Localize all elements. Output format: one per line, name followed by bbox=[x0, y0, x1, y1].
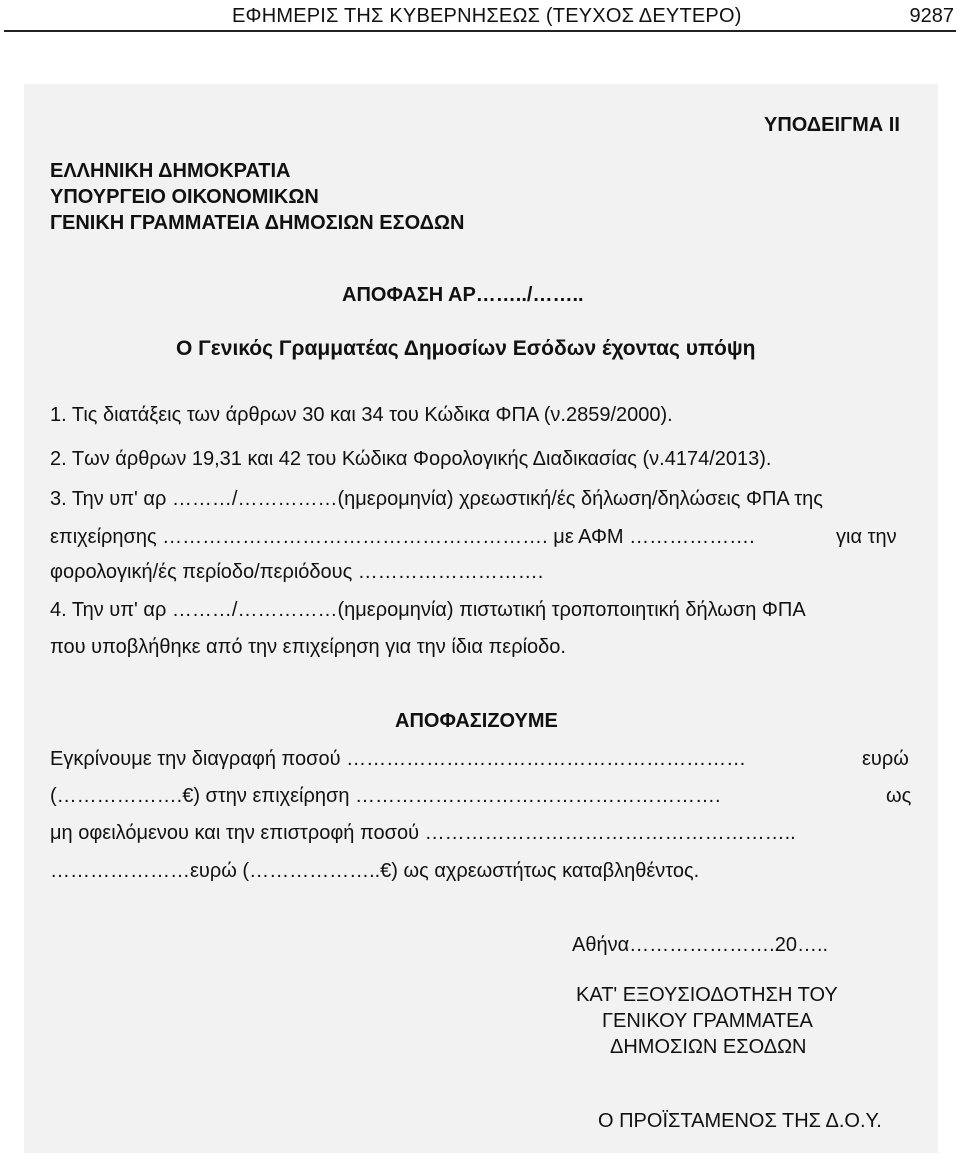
gazette-title: ΕΦΗΜΕΡΙΣ ΤΗΣ ΚΥΒΕΡΝΗΣΕΩΣ (ΤΕΥΧΟΣ ΔΕΥΤΕΡΟ) bbox=[232, 5, 742, 27]
decision-heading: ΑΠΟΦΑΣΙΖΟΥΜΕ bbox=[395, 710, 558, 732]
signature-line-2: ΓΕΝΙΚΟΥ ΓΡΑΜΜΑΤΕΑ bbox=[602, 1010, 813, 1032]
consideration-4-line-2: που υποβλήθηκε από την επιχείρηση για την ίδια περίοδο. bbox=[50, 636, 566, 658]
authority-line-2: ΥΠΟΥΡΓΕΙΟ ΟΙΚΟΝΟΜΙΚΩΝ bbox=[50, 186, 319, 208]
consideration-2: 2. Των άρθρων 19,31 και 42 του Κώδικα Φορολογικής Διαδικασίας (ν.4174/2013). bbox=[50, 448, 772, 470]
gazette-header bbox=[0, 0, 960, 34]
consideration-3-line-2: επιχείρησης …………………………………………………. με ΑΦΜ ………………. bbox=[50, 526, 755, 548]
consideration-3-line-2-end: για την bbox=[836, 526, 897, 548]
decision-line-2: (……………….€) στην επιχείρηση ………………………………………………. bbox=[50, 785, 721, 807]
page-number: 9287 bbox=[909, 5, 954, 27]
consideration-4-line-1: 4. Την υπ' αρ ………/……………(ημερομηνία) πιστωτική τροποποιητική δήλωση ΦΠΑ bbox=[50, 599, 806, 621]
signature-line-1: ΚΑΤ' ΕΞΟΥΣΙΟΔΟΤΗΣΗ ΤΟΥ bbox=[576, 984, 838, 1006]
decision-line-1: Εγκρίνουμε την διαγραφή ποσού …………………………………………………… bbox=[50, 748, 747, 770]
place-date: Αθήνα………………….20….. bbox=[572, 934, 829, 956]
consideration-1: 1. Τις διατάξεις των άρθρων 30 και 34 του Κώδικα ΦΠΑ (ν.2859/2000). bbox=[50, 404, 673, 426]
authority-line-3: ΓΕΝΙΚΗ ΓΡΑΜΜΑΤΕΙΑ ΔΗΜΟΣΙΩΝ ΕΣΟΔΩΝ bbox=[50, 212, 465, 234]
authority-line-1: ΕΛΛΗΝΙΚΗ ΔΗΜΟΚΡΑΤΙΑ bbox=[50, 160, 291, 182]
template-label: ΥΠΟΔΕΙΓΜΑ ΙΙ bbox=[764, 114, 900, 136]
consideration-3-line-3: φορολογική/ές περίοδο/περιόδους ………………………. bbox=[50, 561, 544, 583]
decision-line-4: …………………ευρώ (………………..€) ως αχρεωστήτως καταβληθέντος. bbox=[50, 860, 700, 882]
decision-title: ΑΠΟΦΑΣΗ ΑΡ……../…….. bbox=[342, 284, 584, 306]
decision-line-3: μη οφειλόμενου και την επιστροφή ποσού ……………………………………………….. bbox=[50, 822, 796, 844]
consideration-3-line-1: 3. Την υπ' αρ ………/……………(ημερομηνία) χρεωστική/ές δήλωση/δηλώσεις ΦΠΑ της bbox=[50, 488, 823, 510]
signature-line-3: ΔΗΜΟΣΙΩΝ ΕΣΟΔΩΝ bbox=[610, 1036, 807, 1058]
decision-line-2-end: ως bbox=[886, 785, 912, 807]
signatory: Ο ΠΡΟΪΣΤΑΜΕΝΟΣ ΤΗΣ Δ.Ο.Υ. bbox=[598, 1110, 882, 1132]
decision-line-1-end: ευρώ bbox=[862, 748, 909, 770]
header-rule bbox=[4, 30, 956, 32]
preamble: Ο Γενικός Γραμματέας Δημοσίων Εσόδων έχοντας υπόψη bbox=[176, 337, 756, 360]
